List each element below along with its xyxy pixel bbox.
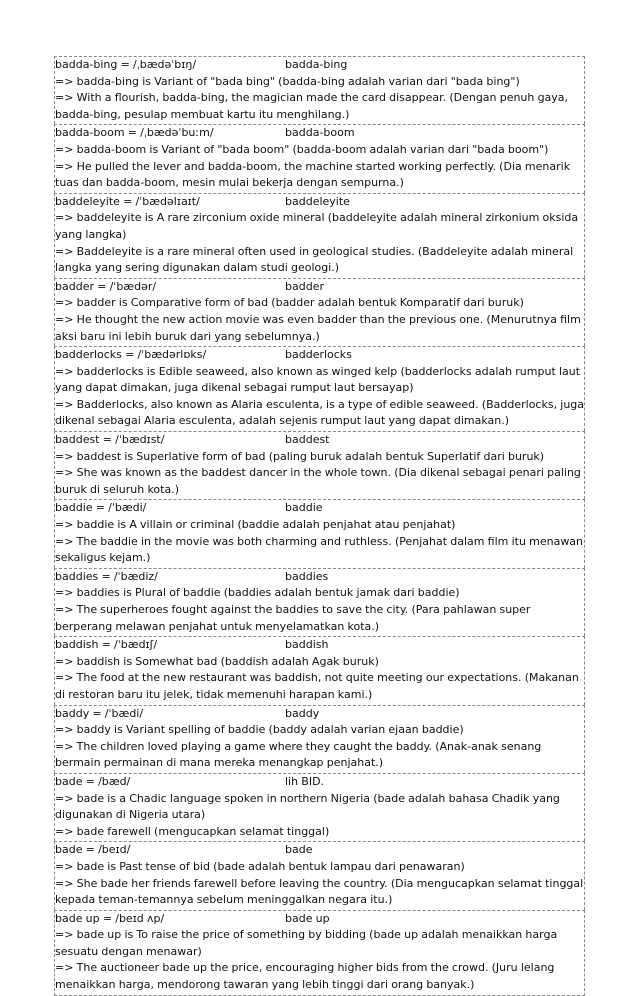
entry-pronunciation: badda-boom = /ˌbædəˈbuːm/ <box>55 126 214 140</box>
dictionary-entry <box>54 346 585 431</box>
entry-headline <box>55 57 584 74</box>
entry-pronunciation: baddeleyite = /ˈbædəlɪaɪt/ <box>55 194 200 208</box>
dictionary-entry <box>54 773 585 841</box>
dictionary-entry <box>54 56 585 124</box>
dictionary-entry <box>54 431 585 499</box>
entry-word: baddest <box>285 433 330 447</box>
entry-word: bade <box>285 843 313 857</box>
dictionary-entry <box>54 910 585 996</box>
entry-word: baddish <box>285 638 329 652</box>
entry-pronunciation: baddies = /ˈbædiz/ <box>55 569 158 583</box>
entry-definition: => baddie is A villain or criminal (baddie adalah penjahat atau penjahat) <box>55 518 456 532</box>
entry-pronunciation: bade = /beɪd/ <box>55 843 131 857</box>
entry-definition: => baddish is Somewhat bad (baddish adalah Agak buruk) <box>55 654 379 668</box>
entry-example: => He pulled the lever and badda-boom, the machine started working perfectly. (Dia menarik tuas dan badda-boom, mesin mulai bekerja dengan sempurna.) <box>55 159 571 190</box>
entry-word: baddeleyite <box>285 194 350 208</box>
entry-definition: => bade up is To raise the price of something by bidding (bade up adalah menaikkan harga sesuatu dengan menawar) <box>55 928 558 958</box>
entry-definition: => badda-bing is Variant of "bada bing" (badda-bing adalah varian dari "bada bing") <box>55 74 520 88</box>
entry-headline <box>55 432 584 449</box>
entry-headline <box>55 500 584 517</box>
entry-example: => The baddie in the movie was both charming and ruthless. (Penjahat dalam film itu menawan sekaligus kejam.) <box>55 534 584 565</box>
entry-example: => The children loved playing a game where they caught the baddy. (Anak-anak senang bermain permainan di mana mereka menangkap penjahat.) <box>55 739 542 770</box>
entry-pronunciation: baddy = /ˈbædi/ <box>55 706 144 720</box>
entry-word: baddies <box>285 569 329 583</box>
dictionary-entry <box>54 841 585 909</box>
entry-pronunciation: bade up = /beɪd ʌp/ <box>55 911 165 925</box>
entry-headline <box>55 706 584 723</box>
entry-example: => Badderlocks, also known as Alaria esculenta, is a type of edible seaweed. (Badderlocks, juga dikenal sebagai Alaria esculenta, adalah sejenis rumput laut yang dapat dimakan.) <box>55 397 585 428</box>
entry-example: => Baddeleyite is a rare mineral often used in geological studies. (Baddeleyite adalah mineral langka yang sering digunakan dalam studi geologi.) <box>55 244 574 275</box>
entry-example: => She bade her friends farewell before leaving the country. (Dia mengucapkan selamat tinggal kepada teman-temannya sebelum meninggalkan negara itu.) <box>55 876 584 907</box>
entry-pronunciation: badder = /ˈbædər/ <box>55 279 157 293</box>
entry-headline <box>55 774 584 791</box>
entry-definition: => badderlocks is Edible seaweed, also known as winged kelp (badderlocks adalah rumput laut yang dapat dimakan, juga dikenal sebagai rumput laut bersayap) <box>55 364 581 395</box>
dictionary-entry <box>54 124 585 192</box>
entry-pronunciation: badderlocks = /ˈbædərlɒks/ <box>55 348 207 362</box>
dictionary-entry <box>54 636 585 704</box>
entry-headline <box>55 347 584 364</box>
entry-word: lih BID. <box>285 774 325 788</box>
entry-headline <box>55 911 584 928</box>
dictionary-entry <box>54 705 585 773</box>
entry-definition: => baddies is Plural of baddie (baddies adalah bentuk jamak dari baddie) <box>55 586 460 600</box>
entry-definition: => badder is Comparative form of bad (badder adalah bentuk Komparatif dari buruk) <box>55 296 524 310</box>
entry-example: => bade farewell (mengucapkan selamat tinggal) <box>55 824 330 838</box>
entry-headline <box>55 842 584 859</box>
entry-example: => The food at the new restaurant was baddish, not quite meeting our expectations. (Makanan di restoran baru itu jelek, tidak memenuhi harapan kami.) <box>55 671 579 701</box>
entry-headline <box>55 637 584 654</box>
entry-definition: => bade is Past tense of bid (bade adalah bentuk lampau dari penawaran) <box>55 859 465 873</box>
entry-headline <box>55 569 584 586</box>
entry-word: bade up <box>285 911 330 925</box>
entry-definition: => baddeleyite is A rare zirconium oxide mineral (baddeleyite adalah mineral zirkonium oksida yang langka) <box>55 211 579 241</box>
entry-headline <box>55 279 584 296</box>
entry-definition: => badda-boom is Variant of "bada boom" (badda-boom adalah varian dari "bada boom") <box>55 142 549 156</box>
entry-example: => He thought the new action movie was even badder than the previous one. (Menurutnya film aksi baru ini lebih buruk dari yang sebelumnya.) <box>55 312 581 343</box>
entry-example: => The auctioneer bade up the price, encouraging higher bids from the crowd. (Juru lelang menaikkan harga, mendorong tawaran yang lebih tinggi dari orang banyak.) <box>55 961 555 992</box>
entry-word: badderlocks <box>285 348 352 362</box>
entry-word: badda-bing <box>285 58 348 71</box>
entry-word: baddy <box>285 706 320 720</box>
entry-definition: => bade is a Chadic language spoken in northern Nigeria (bade adalah bahasa Chadik yang digunakan di Nigeria utara) <box>55 791 560 822</box>
dictionary-entry <box>54 568 585 636</box>
entry-pronunciation: baddish = /ˈbædɪʃ/ <box>55 638 158 652</box>
entry-definition: => baddest is Superlative form of bad (paling buruk adalah bentuk Superlatif dari buruk) <box>55 449 545 463</box>
entry-word: baddie <box>285 501 323 515</box>
dictionary-entry <box>54 278 585 346</box>
entry-pronunciation: baddest = /ˈbædɪst/ <box>55 433 165 447</box>
dictionary-entry <box>54 193 585 278</box>
entry-pronunciation: baddie = /ˈbædi/ <box>55 501 147 515</box>
entry-example: => She was known as the baddest dancer in the whole town. (Dia dikenal sebagai penari paling buruk di seluruh kota.) <box>55 466 581 496</box>
dictionary-page <box>54 56 585 996</box>
entry-headline <box>55 125 584 142</box>
dictionary-entry <box>54 499 585 567</box>
entry-example: => With a flourish, badda-bing, the magician made the card disappear. (Dengan penuh gaya, badda-bing, pesulap membuat kartu itu menghilang.) <box>55 91 569 121</box>
entry-example: => The superheroes fought against the baddies to save the city. (Para pahlawan super berperang melawan penjahat untuk menyelamatkan kota.) <box>55 603 531 633</box>
entry-pronunciation: badda-bing = /ˌbædəˈbɪŋ/ <box>55 58 197 71</box>
entry-word: badda-boom <box>285 126 355 140</box>
entry-definition: => baddy is Variant spelling of baddie (baddy adalah varian ejaan baddie) <box>55 723 464 737</box>
entry-headline <box>55 194 584 211</box>
entry-word: badder <box>285 279 324 293</box>
entry-pronunciation: bade = /bæd/ <box>55 774 131 788</box>
